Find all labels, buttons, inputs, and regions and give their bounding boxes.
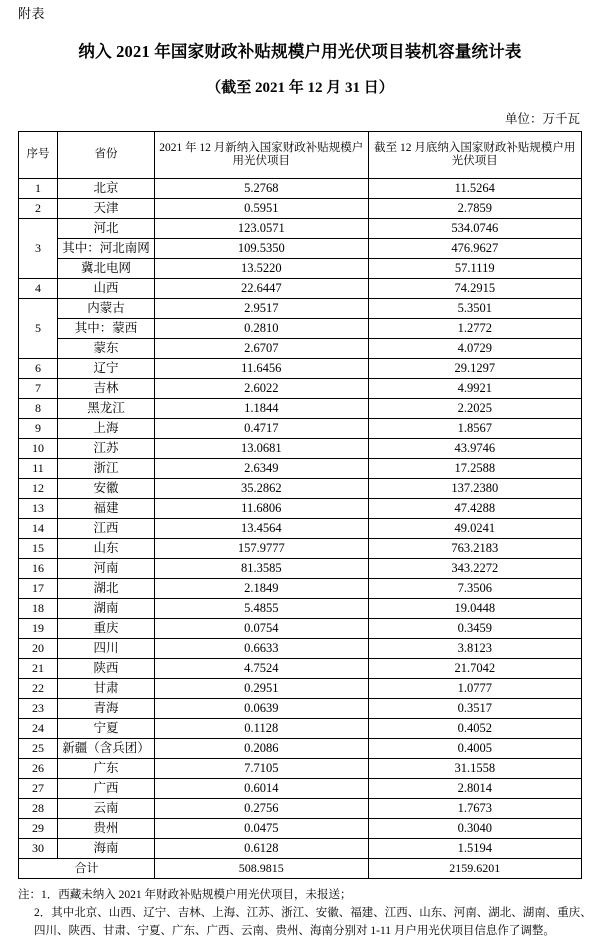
cell-index: 8: [19, 399, 58, 419]
table-row: [19, 839, 582, 859]
cell-province: 辽宁: [58, 359, 155, 379]
table-row: [19, 479, 582, 499]
cell-province: 山东: [58, 539, 155, 559]
cell-province: 安徽: [58, 479, 155, 499]
cell-index: 17: [19, 579, 58, 599]
cell-new-capacity: 35.2862: [155, 479, 369, 499]
cell-total-capacity: 43.9746: [368, 439, 582, 459]
cell-new-capacity: 0.2756: [155, 799, 369, 819]
cell-total-capacity: 2.7859: [368, 199, 582, 219]
cell-new-capacity: 2.6707: [155, 339, 369, 359]
cell-new-capacity: 2.1849: [155, 579, 369, 599]
cell-total-capacity: 11.5264: [368, 179, 582, 199]
cell-index: 15: [19, 539, 58, 559]
cell-new-capacity: 0.4717: [155, 419, 369, 439]
table-row: [19, 679, 582, 699]
cell-new-capacity: 7.7105: [155, 759, 369, 779]
cell-index: 11: [19, 459, 58, 479]
cell-index: 16: [19, 559, 58, 579]
cell-total-capacity: 2.8014: [368, 779, 582, 799]
cell-new-capacity: 4.7524: [155, 659, 369, 679]
table-row: [19, 779, 582, 799]
cell-province: 其中：河北南网: [58, 239, 155, 259]
cell-province: 云南: [58, 799, 155, 819]
cell-new-capacity: 0.2951: [155, 679, 369, 699]
cell-index: 29: [19, 819, 58, 839]
table-row: [19, 699, 582, 719]
cell-province: 黑龙江: [58, 399, 155, 419]
table-row: [19, 559, 582, 579]
table-row: [19, 279, 582, 299]
cell-province: 天津: [58, 199, 155, 219]
cell-total-capacity: 47.4288: [368, 499, 582, 519]
cell-total-capacity: 31.1558: [368, 759, 582, 779]
cell-province: 湖北: [58, 579, 155, 599]
table-row: [19, 739, 582, 759]
cell-province: 甘肃: [58, 679, 155, 699]
note-line-3: 四川、陕西、甘肃、宁夏、广东、广西、云南、贵州、海南分别对 1-11 月户用光伏项目信息作了调整。: [34, 924, 555, 937]
cell-province: 福建: [58, 499, 155, 519]
cell-new-capacity: 1.1844: [155, 399, 369, 419]
table-row: [19, 379, 582, 399]
cell-new-capacity: 11.6456: [155, 359, 369, 379]
cell-new-capacity: 0.2810: [155, 319, 369, 339]
cell-new-capacity: 109.5350: [155, 239, 369, 259]
cell-province: 宁夏: [58, 719, 155, 739]
cell-total-capacity: 0.3517: [368, 699, 582, 719]
table-row: [19, 819, 582, 839]
cell-total-capacity: 29.1297: [368, 359, 582, 379]
table-header: [19, 132, 582, 179]
cell-province: 浙江: [58, 459, 155, 479]
cell-total-capacity: 3.8123: [368, 639, 582, 659]
table-row: [19, 459, 582, 479]
cell-total-capacity: 4.0729: [368, 339, 582, 359]
cell-new-capacity: 0.6128: [155, 839, 369, 859]
cell-index: 14: [19, 519, 58, 539]
table-header-row: [19, 132, 582, 179]
table-row: [19, 419, 582, 439]
note-line-2: 2．其中北京、山西、辽宁、吉林、上海、江苏、浙江、安徽、福建、江西、山东、河南、湖北、湖南、重庆、: [34, 906, 592, 919]
cell-index: 3: [19, 219, 58, 279]
attachment-label: 附表: [18, 6, 46, 21]
table-row: [19, 799, 582, 819]
cell-total-capacity: 49.0241: [368, 519, 582, 539]
table-row: [19, 639, 582, 659]
capacity-statistics-table: [18, 131, 582, 879]
cell-new-capacity: 0.2086: [155, 739, 369, 759]
cell-index: 5: [19, 299, 58, 359]
cell-index: 20: [19, 639, 58, 659]
cell-index: 12: [19, 479, 58, 499]
cell-index: 2: [19, 199, 58, 219]
table-row: [19, 239, 582, 259]
cell-total-capacity: 1.7673: [368, 799, 582, 819]
page-subtitle: （截至 2021 年 12 月 31 日）: [206, 80, 394, 96]
table-row: [19, 319, 582, 339]
cell-new-capacity: 81.3585: [155, 559, 369, 579]
column-header-total-capacity: 截至 12 月底纳入国家财政补贴规模户用光伏项目: [368, 132, 582, 179]
column-header-index: 序号: [19, 132, 58, 179]
cell-index: 6: [19, 359, 58, 379]
cell-new-capacity: 123.0571: [155, 219, 369, 239]
table-row: [19, 339, 582, 359]
cell-new-capacity: 5.4855: [155, 599, 369, 619]
cell-province: 贵州: [58, 819, 155, 839]
cell-new-capacity: 5.2768: [155, 179, 369, 199]
cell-index: 1: [19, 179, 58, 199]
cell-index: 30: [19, 839, 58, 859]
cell-new-capacity: 0.6633: [155, 639, 369, 659]
column-header-province: 省份: [58, 132, 155, 179]
table-body: [19, 179, 582, 879]
table-row: [19, 659, 582, 679]
table-row: [19, 539, 582, 559]
table-row: [19, 179, 582, 199]
cell-total-capacity: 0.4052: [368, 719, 582, 739]
cell-new-capacity: 0.5951: [155, 199, 369, 219]
cell-total-capacity: 1.0777: [368, 679, 582, 699]
cell-total-capacity: 17.2588: [368, 459, 582, 479]
cell-index: 22: [19, 679, 58, 699]
cell-total-capacity: 343.2272: [368, 559, 582, 579]
cell-total-capacity: 0.3459: [368, 619, 582, 639]
cell-total-capacity: 21.7042: [368, 659, 582, 679]
cell-province: 北京: [58, 179, 155, 199]
cell-index: 19: [19, 619, 58, 639]
cell-index: 9: [19, 419, 58, 439]
cell-province: 湖南: [58, 599, 155, 619]
cell-total-capacity: 5.3501: [368, 299, 582, 319]
cell-province: 重庆: [58, 619, 155, 639]
cell-province: 陕西: [58, 659, 155, 679]
cell-total-capacity: 534.0746: [368, 219, 582, 239]
cell-province: 广西: [58, 779, 155, 799]
cell-total-capacity: 0.4005: [368, 739, 582, 759]
cell-total-new-capacity: 508.9815: [155, 859, 369, 879]
cell-total-capacity: 1.2772: [368, 319, 582, 339]
cell-total-capacity: 1.8567: [368, 419, 582, 439]
cell-new-capacity: 13.4564: [155, 519, 369, 539]
cell-new-capacity: 13.5220: [155, 259, 369, 279]
cell-new-capacity: 11.6806: [155, 499, 369, 519]
cell-province: 蒙东: [58, 339, 155, 359]
cell-total-capacity: 4.9921: [368, 379, 582, 399]
cell-index: 4: [19, 279, 58, 299]
table-row: [19, 219, 582, 239]
notes-prefix: 注：: [18, 889, 41, 901]
cell-index: 21: [19, 659, 58, 679]
table-row: [19, 719, 582, 739]
table-row: [19, 259, 582, 279]
cell-index: 26: [19, 759, 58, 779]
table-total-row: [19, 859, 582, 879]
table-row: [19, 199, 582, 219]
cell-new-capacity: 0.1128: [155, 719, 369, 739]
unit-note: 单位：万千瓦: [504, 112, 580, 126]
cell-total-capacity: 74.2915: [368, 279, 582, 299]
cell-index: 18: [19, 599, 58, 619]
cell-province: 新疆（含兵团）: [58, 739, 155, 759]
cell-total-capacity: 763.2183: [368, 539, 582, 559]
cell-index: 24: [19, 719, 58, 739]
cell-index: 7: [19, 379, 58, 399]
cell-province: 冀北电网: [58, 259, 155, 279]
cell-province: 河北: [58, 219, 155, 239]
cell-new-capacity: 0.6014: [155, 779, 369, 799]
table-notes: [18, 887, 592, 940]
cell-province: 江西: [58, 519, 155, 539]
cell-total-capacity: 7.3506: [368, 579, 582, 599]
cell-province: 上海: [58, 419, 155, 439]
cell-province: 内蒙古: [58, 299, 155, 319]
cell-index: 25: [19, 739, 58, 759]
cell-index: 28: [19, 799, 58, 819]
cell-new-capacity: 0.0754: [155, 619, 369, 639]
cell-new-capacity: 2.9517: [155, 299, 369, 319]
table-row: [19, 359, 582, 379]
cell-new-capacity: 0.0475: [155, 819, 369, 839]
table-row: [19, 299, 582, 319]
cell-province: 广东: [58, 759, 155, 779]
table-row: [19, 579, 582, 599]
cell-province: 青海: [58, 699, 155, 719]
cell-total-capacity: 137.2380: [368, 479, 582, 499]
cell-total-capacity: 19.0448: [368, 599, 582, 619]
cell-province: 山西: [58, 279, 155, 299]
table-row: [19, 599, 582, 619]
cell-total-capacity: 1.5194: [368, 839, 582, 859]
cell-province: 其中：蒙西: [58, 319, 155, 339]
cell-province: 河南: [58, 559, 155, 579]
table-row: [19, 759, 582, 779]
table-row: [19, 499, 582, 519]
cell-province: 海南: [58, 839, 155, 859]
table-row: [19, 619, 582, 639]
page-title: 纳入 2021 年国家财政补贴规模户用光伏项目装机容量统计表: [78, 42, 522, 61]
cell-index: 27: [19, 779, 58, 799]
cell-new-capacity: 13.0681: [155, 439, 369, 459]
cell-total-capacity: 0.3040: [368, 819, 582, 839]
cell-index: 13: [19, 499, 58, 519]
note-line-1: [18, 887, 582, 905]
cell-province: 吉林: [58, 379, 155, 399]
cell-province: 四川: [58, 639, 155, 659]
cell-new-capacity: 157.9777: [155, 539, 369, 559]
cell-index: 23: [19, 699, 58, 719]
cell-new-capacity: 2.6022: [155, 379, 369, 399]
cell-total-label: 合计: [19, 859, 155, 879]
cell-province: 江苏: [58, 439, 155, 459]
table-row: [19, 519, 582, 539]
column-header-new-capacity: 2021 年 12 月新纳入国家财政补贴规模户用光伏项目: [155, 132, 369, 179]
cell-total-capacity: 57.1119: [368, 259, 582, 279]
cell-new-capacity: 2.6349: [155, 459, 369, 479]
cell-new-capacity: 22.6447: [155, 279, 369, 299]
cell-total-capacity: 476.9627: [368, 239, 582, 259]
cell-new-capacity: 0.0639: [155, 699, 369, 719]
cell-total-capacity: 2.2025: [368, 399, 582, 419]
table-row: [19, 399, 582, 419]
table-row: [19, 439, 582, 459]
note-1-text: 1．西藏未纳入 2021 年财政补贴规模户用光伏项目，未报送；: [41, 889, 352, 901]
cell-index: 10: [19, 439, 58, 459]
cell-total-cumulative-capacity: 2159.6201: [368, 859, 582, 879]
